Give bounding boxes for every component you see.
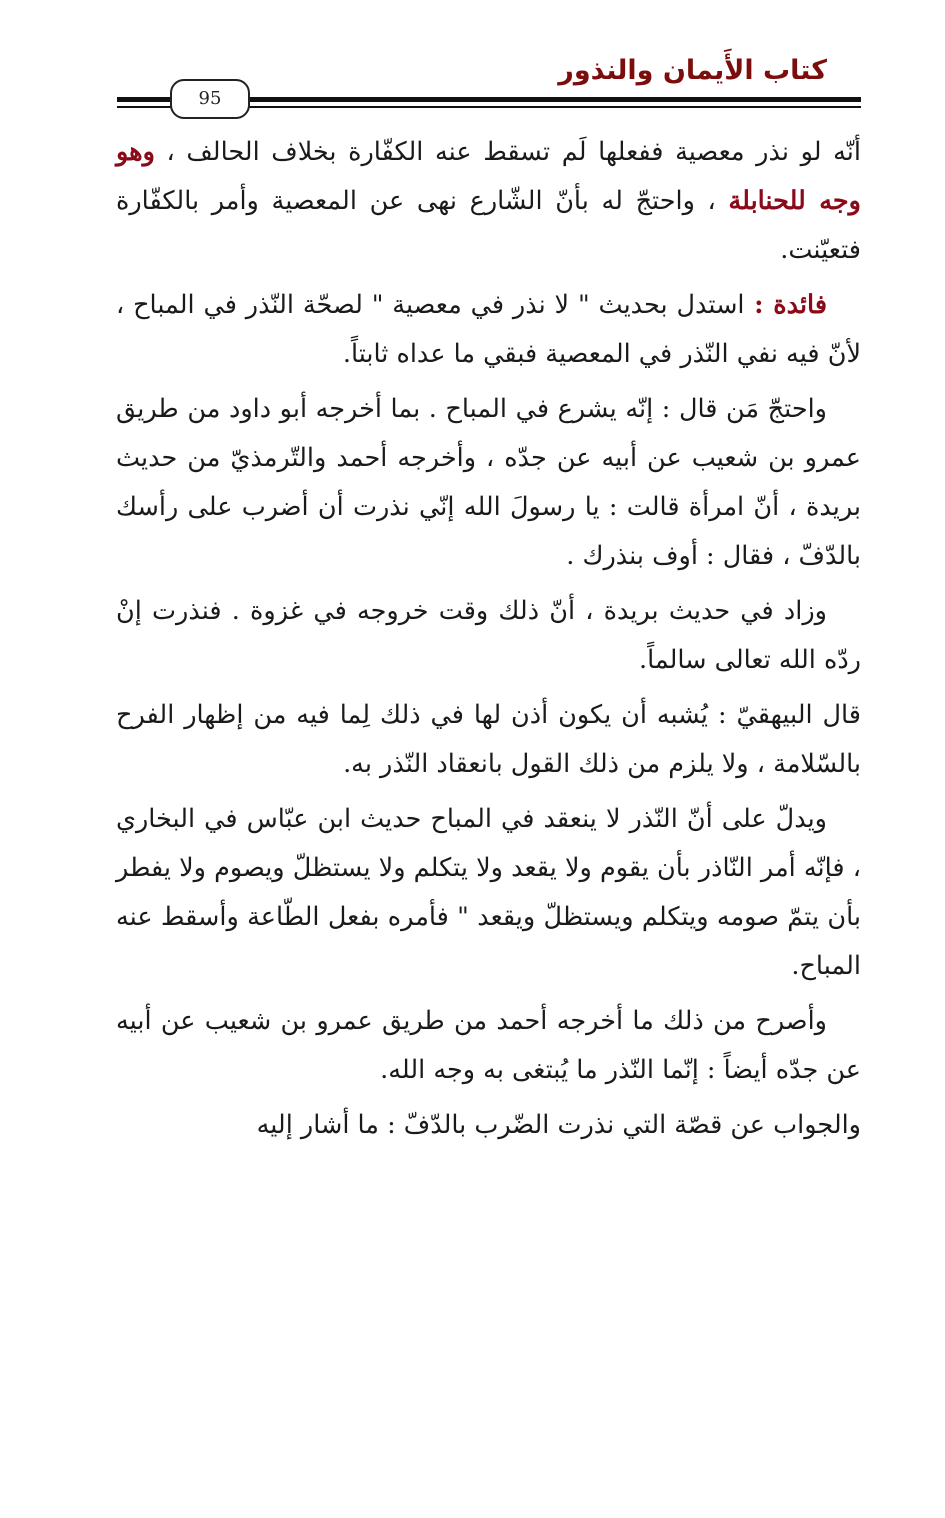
paragraph-8: والجواب عن قصّة التي نذرت الضّرب بالدّفّ : ما أشار إليه <box>256 1110 861 1140</box>
paragraph-4: وزاد في حديث بريدة ، أنّ ذلك وقت خروجه في غزوة . فنذرت إنْ ردّه الله تعالى سالماً. <box>116 596 861 675</box>
paragraph-1 <box>116 128 861 275</box>
paragraph-1-text-a: أنّه لو نذر معصية ففعلها لَم تسقط عنه الكفّارة بخلاف الحالف ، <box>154 137 861 167</box>
paragraph-3: واحتجّ مَن قال : إنّه يشرع في المباح . بما أخرجه أبو داود من طريق عمرو بن شعيب عن أبيه عن جدّه ، وأخرجه أحمد والتّرمذيّ من حديث بريدة ، أنّ امرأة قالت : يا رسولَ الله إنّي نذرت أن أضرب على رأسك بالدّفّ ، فقال : أوف بنذرك . <box>116 394 861 571</box>
page-body <box>116 128 861 1156</box>
paragraph-5: قال البيهقيّ : يُشبه أن يكون أذن لها في ذلك لِما فيه من إظهار الفرح بالسّلامة ، ولا يلزم من ذلك القول بانعقاد النّذر به. <box>116 700 861 779</box>
paragraph-7: وأصرح من ذلك ما أخرجه أحمد من طريق عمرو بن شعيب عن أبيه عن جدّه أيضاً : إنّما النّذر ما يُبتغى به وجه الله. <box>116 1006 861 1085</box>
page-number: 95 <box>170 79 250 119</box>
hanbali-view-highlight: وهو وجه للحنابلة <box>116 137 861 216</box>
paragraph-benefit <box>116 281 861 379</box>
benefit-text: استدل بحديث " لا نذر في معصية " لصحّة النّذر في المباح ، لأنّ فيه نفي النّذر في المعصية فبقي ما عداه ثابتاً. <box>116 290 861 369</box>
benefit-label: فائدة <box>773 290 828 320</box>
paragraph-6: ويدلّ على أنّ النّذر لا ينعقد في المباح حديث ابن عبّاس في البخاري ، فإنّه أمر النّاذر بأن يقوم ولا يقعد ولا يتكلم ولا يستظلّ ويصوم ولا يفطر بأن يتمّ صومه ويتكلم ويستظلّ ويقعد " فأمره بفعل الطّاعة وأسقط عنه المباح. <box>116 804 861 981</box>
benefit-colon: : <box>744 290 774 320</box>
book-title: كتاب الأَيمان والنذور <box>558 55 827 86</box>
paragraph-1-text-b: ، واحتجّ له بأنّ الشّارع نهى عن المعصية وأمر بالكفّارة فتعيّنت. <box>116 186 861 265</box>
